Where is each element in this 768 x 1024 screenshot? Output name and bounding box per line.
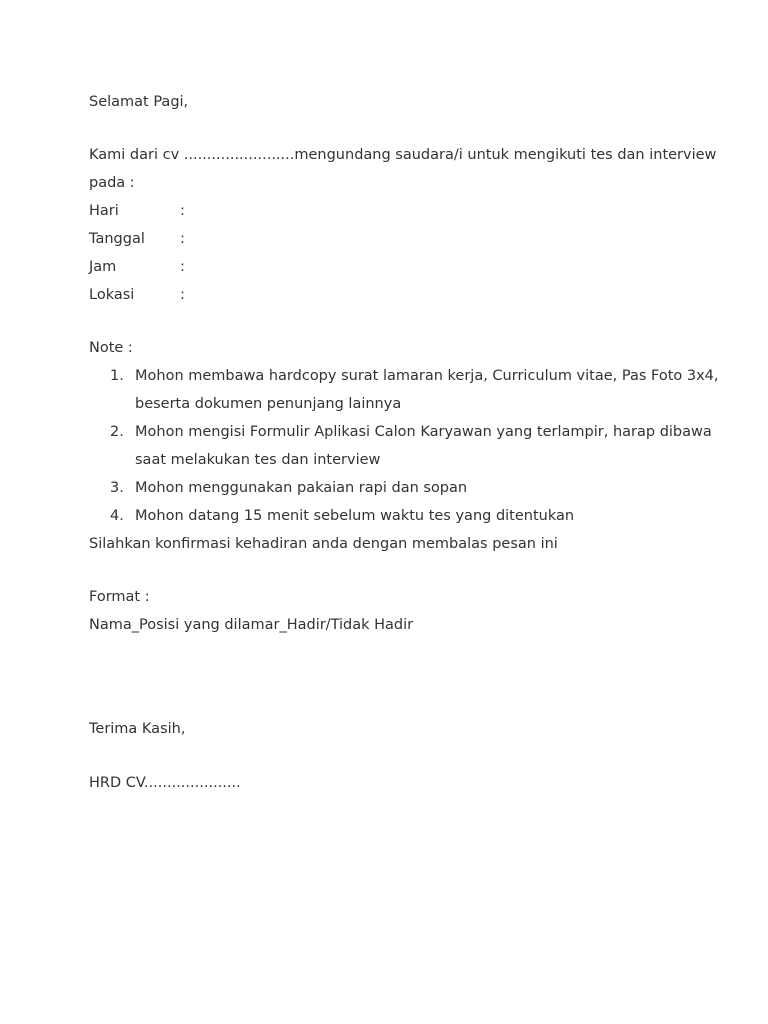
field-separator: : <box>180 287 185 303</box>
greeting: Selamat Pagi, <box>89 94 189 110</box>
signature: HRD CV..................... <box>89 775 241 791</box>
list-item-text: Mohon datang 15 menit sebelum waktu tes yang ditentukan <box>135 508 575 524</box>
list-item-text: Mohon membawa hardcopy surat lamaran kerja, Curriculum vitae, Pas Foto 3x4, <box>135 368 719 384</box>
intro-line-2: pada : <box>89 175 135 191</box>
note-heading: Note : <box>89 340 133 356</box>
field-tanggal <box>89 229 185 249</box>
list-item-text: Mohon menggunakan pakaian rapi dan sopan <box>135 480 468 496</box>
list-item-number: 3. <box>110 480 124 496</box>
list-item-number: 1. <box>110 368 124 384</box>
confirmation-text: Silahkan konfirmasi kehadiran anda dengan membalas pesan ini <box>89 536 558 552</box>
field-lokasi <box>89 285 185 305</box>
field-label: Hari <box>89 203 119 219</box>
intro-line-1: Kami dari cv ........................mengundang saudara/i untuk mengikuti tes dan interview <box>89 147 717 163</box>
list-item-number: 4. <box>110 508 124 524</box>
format-heading: Format : <box>89 589 150 605</box>
list-item-text: beserta dokumen penunjang lainnya <box>135 396 402 412</box>
list-item-number: 2. <box>110 424 124 440</box>
field-hari <box>89 201 185 221</box>
field-label: Jam <box>89 259 117 275</box>
format-value: Nama_Posisi yang dilamar_Hadir/Tidak Hadir <box>89 617 414 633</box>
closing: Terima Kasih, <box>89 721 186 737</box>
list-item-text: Mohon mengisi Formulir Aplikasi Calon Karyawan yang terlampir, harap dibawa <box>135 424 712 440</box>
field-separator: : <box>180 203 185 219</box>
field-label: Tanggal <box>89 231 145 247</box>
field-separator: : <box>180 231 185 247</box>
field-jam <box>89 257 185 277</box>
list-item-text: saat melakukan tes dan interview <box>135 452 381 468</box>
field-separator: : <box>180 259 185 275</box>
field-label: Lokasi <box>89 287 135 303</box>
